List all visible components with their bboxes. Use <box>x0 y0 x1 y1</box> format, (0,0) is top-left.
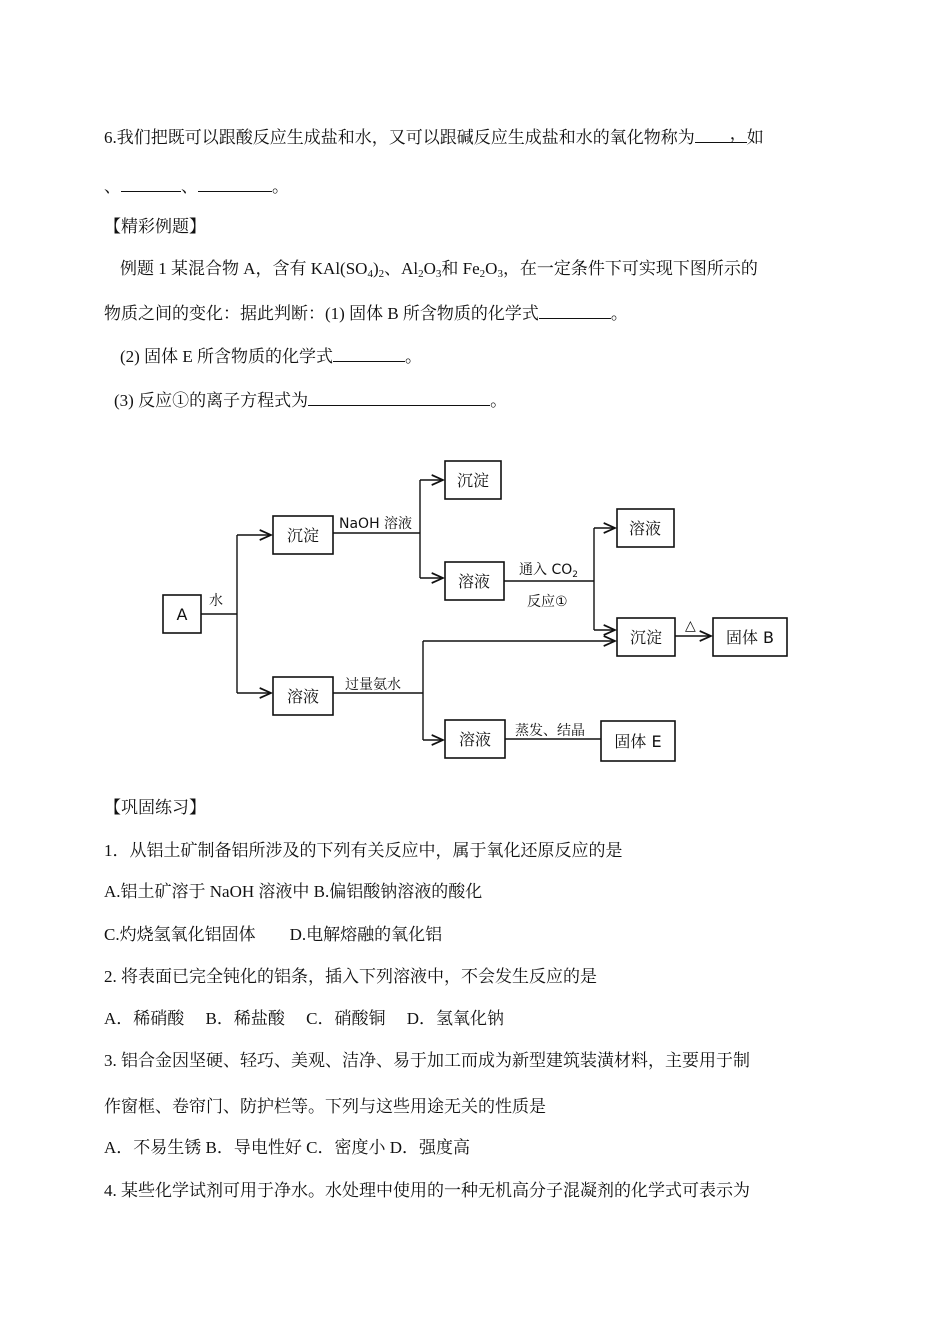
label-ammonia: 过量氨水 <box>345 677 401 693</box>
label-water: 水 <box>209 593 223 609</box>
label-evaporate: 蒸发、结晶 <box>515 723 585 739</box>
q1-stem: 1．从铝土矿制备铝所涉及的下列有关反应中，属于氧化还原反应的是 <box>104 841 623 860</box>
q3-options: A．不易生锈 B．导电性好 C．密度小 D．强度高 <box>104 1138 470 1157</box>
example-intro: 例题 1 某混合物 A，含有 $KAl(SO_4)_2$、$Al_2O_3$和 $Fe_2O_3$，在一定条件下可实现下图所示的 <box>120 259 758 280</box>
label-solid-e: 固体 E <box>614 732 662 751</box>
label-precip-top: 沉淀 <box>456 471 490 490</box>
q6-sep-1: 、 <box>104 177 121 196</box>
q2-options: A．稀硝酸 B．稀盐酸 C．硝酸铜 D．氢氧化钠 <box>104 1009 504 1028</box>
q6-text: 6.我们把既可以跟酸反应生成盐和水，又可以跟碱反应生成盐和水的氧化物称为 <box>104 128 695 147</box>
example-q3: (3) 反应①的离子方程式为 。 <box>114 391 508 410</box>
label-naoh: NaOH 溶液 <box>339 516 413 532</box>
label-co2: 通入 $CO_2$ <box>519 562 578 580</box>
label-heat: △ <box>685 618 696 634</box>
q2-stem: 2. 将表面已完全钝化的铝条，插入下列溶液中，不会发生反应的是 <box>104 967 597 986</box>
q3-stem-2: 作窗框、卷帘门、防护栏等。下列与这些用途无关的性质是 <box>104 1097 546 1116</box>
label-solution-low: 溶液 <box>286 687 320 706</box>
label-solution-mid: 溶液 <box>457 572 491 591</box>
q1-options-cd: C.灼烧氢氧化铝固体 D.电解熔融的氧化铝 <box>104 925 443 944</box>
label-solid-b: 固体 B <box>725 628 775 647</box>
q4-stem: 4. 某些化学试剂可用于净水。水处理中使用的一种无机高分子混凝剂的化学式可表示为 <box>104 1181 750 1200</box>
example-q2: (2) 固体 E 所含物质的化学式 。 <box>120 347 422 366</box>
label-a: A <box>176 605 188 624</box>
practice-header: 【巩固练习】 <box>104 798 206 817</box>
label-reaction1: 反应① <box>527 594 568 610</box>
q6-ru: 如 <box>746 128 764 147</box>
q6-end: 。 <box>272 177 289 196</box>
label-solution-bottom: 溶液 <box>458 730 492 749</box>
q3-stem-1: 3. 铝合金因坚硬、轻巧、美观、洁净、易于加工而成为新型建筑装潢材料，主要用于制 <box>104 1051 750 1070</box>
example-header: 【精彩例题】 <box>104 217 206 236</box>
label-precip1: 沉淀 <box>286 526 320 545</box>
q6-blank-1: ， <box>695 126 747 143</box>
q6-sep-2: 、 <box>181 177 198 196</box>
label-precip-final: 沉淀 <box>629 628 663 647</box>
label-solution-right: 溶液 <box>628 519 662 538</box>
example-line2: 物质之间的变化：据此判断：(1) 固体 B 所含物质的化学式 。 <box>104 304 628 323</box>
q1-options-ab: A.铝土矿溶于 NaOH 溶液中 B.偏铝酸钠溶液的酸化 <box>104 882 483 901</box>
